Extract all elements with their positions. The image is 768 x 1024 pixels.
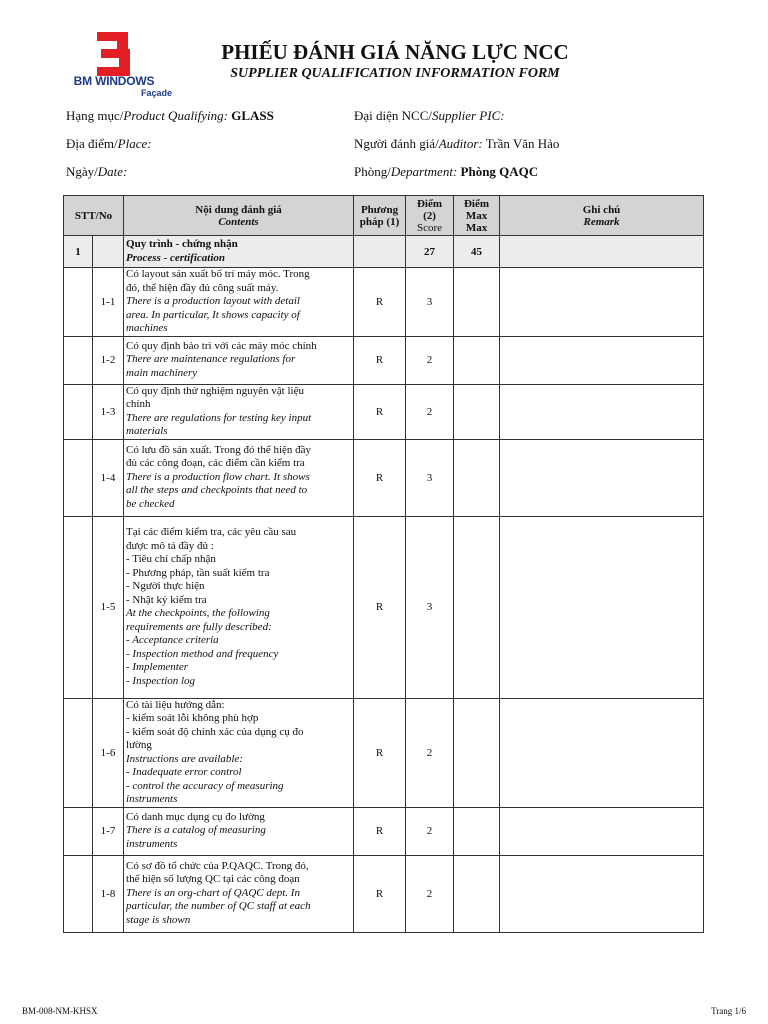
content-vn-line: - Người thực hiện — [126, 580, 205, 592]
content-en-line: There is a production flow chart. It shows — [126, 470, 310, 483]
content-vn-line: Có danh mục dụng cụ đo lường — [126, 810, 265, 823]
department-field: Phòng/Department: Phòng QAQC — [354, 164, 539, 179]
content-vn-line: Có lưu đồ sản xuất. Trong đó thể hiện đầy — [126, 443, 312, 456]
date-field: Ngày/Date: — [66, 164, 128, 179]
row-score: 2 — [406, 807, 454, 855]
row-content — [124, 336, 354, 384]
product-value: GLASS — [231, 108, 274, 123]
row-max — [454, 516, 500, 698]
row-max — [454, 807, 500, 855]
content-en-line: materials — [126, 425, 168, 437]
content-en-line: stage is shown — [126, 913, 191, 926]
content-vn-line: - kiểm soát lỗi không phù hợp — [126, 712, 259, 724]
row-remark — [500, 807, 704, 855]
content-vn-line: đủ các công đoạn, các điểm cần kiểm tra — [126, 457, 305, 470]
content-vn-line: - Nhật ký kiểm tra — [126, 593, 207, 606]
section-row — [64, 236, 704, 268]
content-vn-line: Có layout sản xuất bố trí máy móc. Trong — [126, 268, 310, 280]
content-en-line: be checked — [126, 497, 175, 510]
table-row — [64, 336, 704, 384]
row-content — [124, 384, 354, 439]
content-vn-line: Có quy định bảo trì với các máy móc chính — [126, 339, 317, 352]
row-method: R — [354, 807, 406, 855]
row-content — [124, 855, 354, 932]
row-method: R — [354, 698, 406, 807]
header-contents: Nội dung đánh giá Contents — [124, 196, 354, 236]
row-max — [454, 698, 500, 807]
section-score: 27 — [406, 236, 454, 268]
auditor-value: Trần Văn Hảo — [485, 136, 560, 151]
logo-brand: BM WINDOWS — [73, 74, 155, 88]
table-row — [64, 268, 704, 337]
table-header-row — [64, 196, 704, 236]
content-en-line: There are maintenance regulations for — [126, 353, 296, 366]
row-content — [124, 807, 354, 855]
content-vn-line: Có tài liệu hướng dẫn: — [126, 698, 225, 711]
row-remark — [500, 384, 704, 439]
auditor-field: Người đánh giá/Auditor: Trần Văn Hảo — [354, 136, 560, 151]
row-max — [454, 336, 500, 384]
logo-subtitle: Façade — [140, 88, 172, 98]
row-no: 1-6 — [93, 698, 124, 807]
content-en-line: - Inspection method and frequency — [126, 647, 279, 660]
content-en-line: particular, the number of QC staff at each — [126, 900, 311, 913]
row-score: 2 — [406, 384, 454, 439]
content-en-line: requirements are fully described: — [126, 620, 272, 633]
content-en-line: There is a production layout with detail — [126, 295, 300, 307]
row-no: 1-5 — [93, 516, 124, 698]
row-remark — [500, 336, 704, 384]
row-max — [454, 268, 500, 337]
form-title: PHIẾU ĐÁNH GIÁ NĂNG LỰC NCC — [221, 40, 569, 64]
header-score: Điểm (2) Score — [406, 196, 454, 236]
section-max: 45 — [454, 236, 500, 268]
row-score: 2 — [406, 855, 454, 932]
content-en-line: instruments — [126, 837, 178, 850]
content-vn-line: Tại các điểm kiểm tra, các yêu cầu sau — [126, 526, 297, 538]
row-content — [124, 268, 354, 337]
row-method: R — [354, 516, 406, 698]
row-content — [124, 516, 354, 698]
row-method: R — [354, 268, 406, 337]
row-score: 3 — [406, 439, 454, 516]
content-en-line: - Inspection log — [126, 674, 196, 687]
row-no: 1-4 — [93, 439, 124, 516]
row-method: R — [354, 855, 406, 932]
row-method: R — [354, 336, 406, 384]
content-en-line: There are regulations for testing key input — [126, 411, 312, 424]
header-stt: STT/No — [64, 196, 124, 236]
qualification-table — [63, 195, 704, 933]
content-vn-line: đó, thể hiện đầy đủ công suất máy. — [126, 281, 279, 294]
content-vn-line: được mô tả đầy đủ : — [126, 539, 214, 552]
supplier-pic-field: Đại diện NCC/Supplier PIC: — [354, 108, 505, 123]
row-method: R — [354, 439, 406, 516]
content-vn-line: Có sơ đồ tổ chức của P.QAQC. Trong đó, — [126, 859, 309, 872]
row-remark — [500, 855, 704, 932]
department-value: Phòng QAQC — [460, 164, 539, 179]
content-vn-line: thể hiện số lượng QC tại các công đoạn — [126, 873, 300, 886]
content-en-line: machines — [126, 322, 168, 334]
bm-logo-icon — [95, 32, 131, 76]
content-vn-line: - kiểm soát độ chính xác của dụng cụ đo — [126, 725, 304, 738]
form-code: BM-008-NM-KHSX — [22, 1006, 98, 1016]
content-en-line: There is an org-chart of QAQC dept. In — [126, 886, 300, 899]
row-remark — [500, 698, 704, 807]
table-row — [64, 855, 704, 932]
section-no: 1 — [64, 236, 93, 268]
row-content — [124, 698, 354, 807]
content-vn-line: - Phương pháp, tần suất kiểm tra — [126, 566, 270, 579]
row-score: 2 — [406, 336, 454, 384]
row-no: 1-1 — [93, 268, 124, 337]
content-en-line: Instructions are available: — [126, 752, 243, 765]
content-en-line: instruments — [126, 793, 178, 805]
content-en-line: - Inadequate error control — [126, 766, 242, 778]
content-en-line: - Acceptance criteria — [126, 634, 219, 646]
row-no: 1-8 — [93, 855, 124, 932]
row-max — [454, 855, 500, 932]
company-logo — [68, 30, 172, 100]
content-en-line: - Implementer — [126, 661, 189, 673]
row-score: 3 — [406, 268, 454, 337]
content-en-line: area. In particular, It shows capacity of — [126, 308, 300, 321]
content-vn-line: chính — [126, 398, 151, 410]
content-vn-line: Có quy định thử nghiệm nguyên vật liệu — [126, 384, 304, 397]
table-row — [64, 807, 704, 855]
row-remark — [500, 439, 704, 516]
content-vn-line: lường — [126, 739, 152, 751]
row-remark — [500, 516, 704, 698]
row-no: 1-2 — [93, 336, 124, 384]
row-method: R — [354, 384, 406, 439]
content-vn-line: - Tiêu chí chấp nhận — [126, 553, 216, 565]
content-en-line: main machinery — [126, 366, 198, 379]
row-max — [454, 384, 500, 439]
header-remark: Ghi chú Remark — [500, 196, 704, 236]
content-en-line: - control the accuracy of measuring — [126, 779, 284, 792]
row-no: 1-7 — [93, 807, 124, 855]
row-content — [124, 439, 354, 516]
form-subtitle: SUPPLIER QUALIFICATION INFORMATION FORM — [230, 66, 560, 81]
row-remark — [500, 268, 704, 337]
section-title: Quy trình - chứng nhận Process - certification — [124, 236, 354, 268]
content-en-line: At the checkpoints, the following — [126, 607, 270, 619]
header-max: Điểm Max Max — [454, 196, 500, 236]
content-en-line: There is a catalog of measuring — [126, 824, 266, 837]
row-max — [454, 439, 500, 516]
content-en-line: all the steps and checkpoints that need to — [126, 484, 308, 497]
table-row — [64, 516, 704, 698]
place-field: Địa điểm/Place: — [66, 136, 152, 151]
table-row — [64, 384, 704, 439]
product-qualifying-field: Hạng mục/Product Qualifying: GLASS — [66, 108, 274, 123]
table-row — [64, 698, 704, 807]
row-score: 3 — [406, 516, 454, 698]
table-row — [64, 439, 704, 516]
row-no: 1-3 — [93, 384, 124, 439]
row-score: 2 — [406, 698, 454, 807]
page-number: Trang 1/6 — [711, 1006, 746, 1016]
header-method: Phương pháp (1) — [354, 196, 406, 236]
